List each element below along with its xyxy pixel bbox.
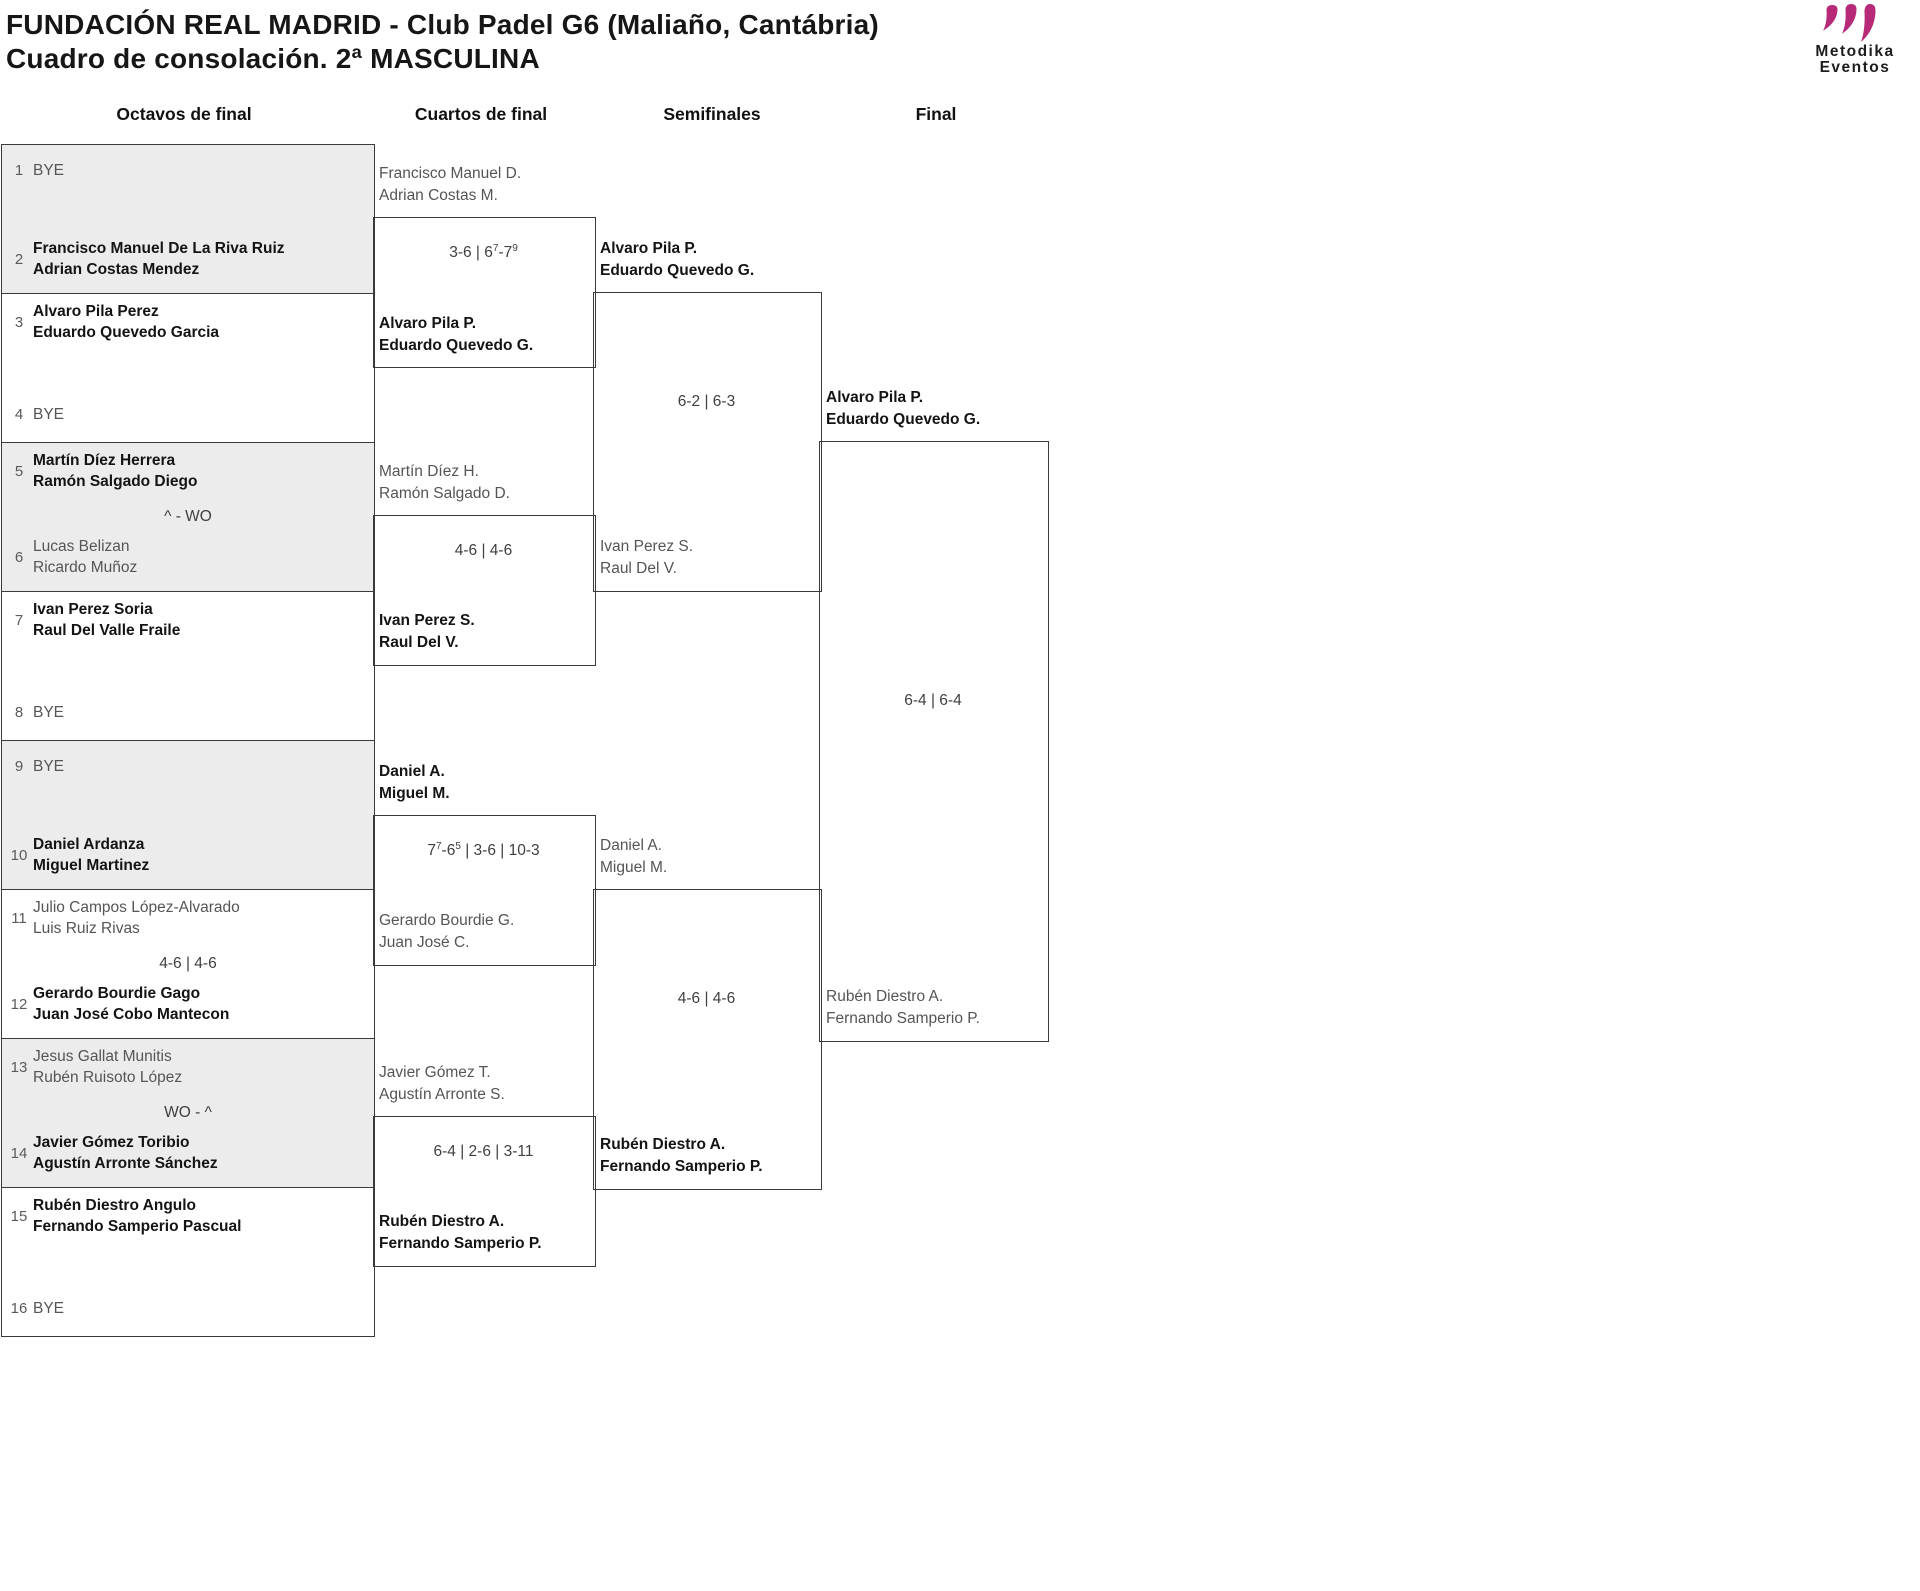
team-name: Jesus Gallat Munitis Rubén Ruisoto López	[33, 1048, 183, 1086]
seed-number: 11	[11, 909, 27, 927]
final-score: 6-4 | 6-4	[904, 692, 962, 709]
octavos-entry-4	[8, 404, 370, 425]
semifinal-2-score: 4-6 | 4-6	[677, 990, 736, 1007]
team-name: Lucas Belizan Ricardo Muñoz	[33, 538, 138, 576]
quarterfinal-2-bottom-team: Ivan Perez S. Raul Del V.	[379, 612, 475, 651]
quarterfinal-1-score: 3-6 | $6^7-7^9$	[449, 242, 518, 261]
semifinal-1-top-team: Alvaro Pila P. Eduardo Quevedo G.	[600, 240, 755, 279]
semifinal-1-bottom-team: Ivan Perez S. Raul Del V.	[600, 538, 694, 577]
round-header-cuartos: Cuartos de final	[414, 104, 548, 124]
seed-number: 6	[14, 548, 24, 566]
seed-number: 14	[10, 1144, 28, 1162]
quarterfinal-3-top-team: Daniel A. Miguel M.	[379, 763, 450, 802]
team-name: BYE	[33, 162, 65, 179]
team-name: Ivan Perez Soria Raul Del Valle Fraile	[33, 601, 181, 639]
octavos-bracket-table	[1, 144, 375, 1337]
semifinal-2-bottom-team: Rubén Diestro A. Fernando Samperio P.	[600, 1136, 763, 1175]
seed-number: 9	[14, 758, 24, 775]
quarterfinal-3-score: $7^7-6^5$ | 3-6 | 10-3	[427, 840, 540, 859]
octavos-entry-11	[8, 897, 370, 939]
metodika-logo-icon	[1822, 3, 1876, 45]
seed-number: 13	[10, 1058, 28, 1076]
round-header-octavos: Octavos de final	[116, 104, 252, 124]
round-header-semifinales: Semifinales	[663, 104, 761, 124]
team-name: BYE	[33, 1300, 65, 1317]
seed-number: 2	[14, 250, 24, 268]
seed-number: 8	[14, 704, 24, 721]
octavos-entry-13	[8, 1046, 370, 1088]
octavos-entry-16	[8, 1298, 370, 1319]
quarterfinal-1-bottom-team: Alvaro Pila P. Eduardo Quevedo G.	[379, 315, 534, 354]
quarterfinal-2-top-team: Martín Díez H. Ramón Salgado D.	[379, 463, 510, 502]
octavos-match-box-7	[2, 1039, 374, 1188]
octavos-match-box-8	[2, 1188, 374, 1336]
octavos-entry-8	[8, 702, 370, 723]
octavos-entry-1	[8, 160, 370, 181]
page-title-block	[6, 8, 879, 76]
octavos-match-box-6	[2, 890, 374, 1039]
logo-brand-text	[1790, 44, 1920, 76]
octavos-match-3-score: ^ - WO	[164, 508, 212, 525]
tournament-subtitle: Cuadro de consolación. 2ª MASCULINA	[6, 43, 540, 74]
quarterfinal-3-bottom-team: Gerardo Bourdie G. Juan José C.	[379, 912, 515, 951]
octavos-match-6-score: 4-6 | 4-6	[159, 955, 217, 972]
final-bottom-team: Rubén Diestro A. Fernando Samperio P.	[826, 988, 980, 1027]
semifinal-1-score: 6-2 | 6-3	[677, 393, 736, 410]
team-name: Rubén Diestro Angulo Fernando Samperio Pascual	[33, 1197, 242, 1235]
team-name: Javier Gómez Toribio Agustín Arronte Sánchez	[33, 1134, 218, 1172]
team-name: Julio Campos López-Alvarado Luis Ruiz Rivas	[33, 899, 240, 937]
octavos-match-box-2	[2, 294, 374, 443]
seed-number: 1	[14, 162, 24, 179]
quarterfinal-4-score: 6-4 | 2-6 | 3-11	[433, 1143, 534, 1160]
logo-brand-name: Metodika	[1815, 43, 1895, 60]
seed-number: 3	[14, 313, 24, 331]
quarterfinal-2-score: 4-6 | 4-6	[454, 542, 513, 559]
octavos-match-7-score: WO - ^	[164, 1104, 212, 1121]
team-name: Daniel Ardanza Miguel Martinez	[33, 836, 150, 874]
quarterfinal-4-bottom-team: Rubén Diestro A. Fernando Samperio P.	[379, 1213, 542, 1252]
team-name: BYE	[33, 758, 65, 775]
tournament-title: FUNDACIÓN REAL MADRID - Club Padel G6 (Maliaño, Cantábria)	[6, 9, 879, 40]
seed-number: 12	[10, 995, 28, 1013]
team-name: Alvaro Pila Perez Eduardo Quevedo Garcia	[33, 303, 220, 341]
seed-number: 4	[14, 406, 24, 423]
semifinal-2-top-team: Daniel A. Miguel M.	[600, 837, 668, 876]
seed-number: 10	[10, 846, 28, 864]
metodika-logo	[1790, 0, 1920, 85]
octavos-entry-2	[8, 238, 370, 280]
seed-number: 16	[10, 1300, 28, 1317]
final-box	[819, 441, 1049, 1042]
octavos-entry-5	[8, 450, 370, 492]
octavos-entry-14	[8, 1132, 370, 1174]
octavos-entry-12	[8, 983, 370, 1025]
team-name: Francisco Manuel De La Riva Ruiz Adrian Costas Mendez	[33, 240, 285, 278]
seed-number: 5	[14, 462, 24, 480]
team-name: Gerardo Bourdie Gago Juan José Cobo Mantecon	[33, 985, 230, 1023]
quarterfinal-4-top-team: Javier Gómez T. Agustín Arronte S.	[379, 1064, 505, 1103]
team-name: BYE	[33, 704, 65, 721]
round-header-final: Final	[915, 104, 957, 124]
team-name: Martín Díez Herrera Ramón Salgado Diego	[33, 452, 198, 490]
octavos-entry-3	[8, 301, 370, 343]
team-name: BYE	[33, 406, 65, 423]
octavos-match-box-1	[2, 145, 374, 294]
logo-brand-subname: Eventos	[1819, 59, 1891, 76]
seed-number: 7	[14, 611, 24, 629]
octavos-entry-9	[8, 756, 370, 777]
quarterfinal-1-top-team: Francisco Manuel D. Adrian Costas M.	[379, 165, 522, 204]
octavos-entry-10	[8, 834, 370, 876]
octavos-match-box-3	[2, 443, 374, 592]
seed-number: 15	[10, 1207, 28, 1225]
octavos-match-box-4	[2, 592, 374, 741]
octavos-match-box-5	[2, 741, 374, 890]
octavos-entry-15	[8, 1195, 370, 1237]
final-top-team: Alvaro Pila P. Eduardo Quevedo G.	[826, 389, 981, 428]
octavos-entry-7	[8, 599, 370, 641]
octavos-entry-6	[8, 536, 370, 578]
